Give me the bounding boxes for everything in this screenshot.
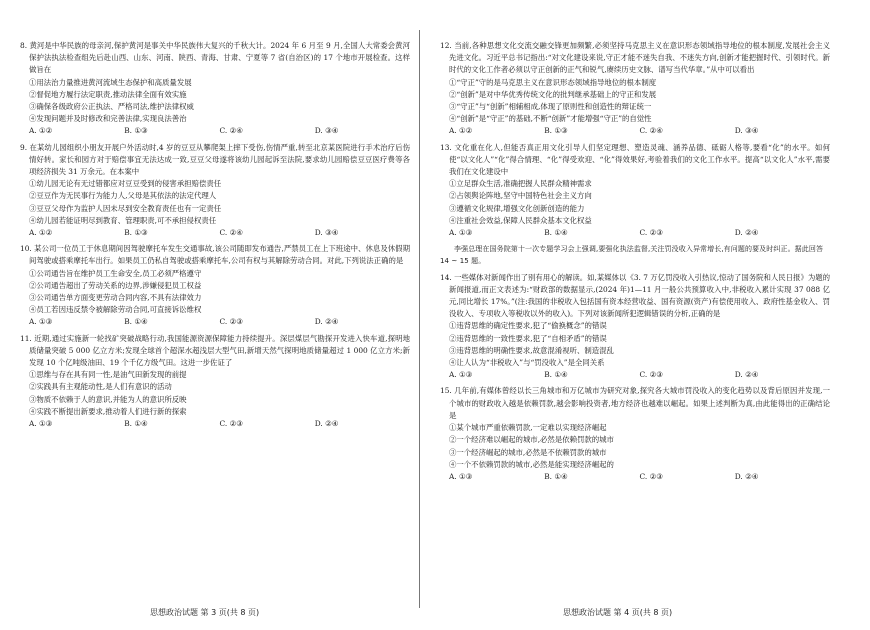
question-14 [440,272,830,382]
choice-d: D. ③④ [314,228,339,238]
option: ②占领舆论阵地,坚守中国特色社会主义方向 [449,191,592,201]
choice-d: D. ③④ [734,126,759,136]
choice-c: C. ②③ [219,317,243,327]
question-12 [440,40,830,138]
question-stem: 9. 在某幼儿园组织小朋友开展户外活动时,4 岁的豆豆从攀爬架上摔下受伤,伤情严重,转至北京某医院进行手术治疗后伤情好转。家长和园方对于赔偿事宜无法达成一致,豆豆父母遂将该幼儿园起诉至法院,要求幼儿园赔偿豆豆医疗费等各项经济损失 31 万余元。在本案中 [20,142,410,177]
answer-choices [440,227,830,239]
answer-choices [440,471,830,483]
choice-b: B. ①④ [124,419,148,429]
option: ②豆豆作为无民事行为能力人,父母是其依法的法定代理人 [29,191,217,201]
choice-d: D. ②④ [734,471,759,481]
question-stem: 12. 当前,各种思想文化交流交融交锋更加频繁,必须坚持马克思主义在意识形态领域指导地位的根本制度,发展社会主义先进文化。习近平总书记指出:“对文化建设来说,守正才能不迷失自我、不迷失方向,创新才能把握时代、引领时代。新时代的文化工作者必须以守正创新的正气和锐气,赓续历史文脉、谱写当代华章。”从中可以看出 [440,41,830,75]
choice-d: D. ②④ [314,317,339,327]
answer-choices [440,369,830,381]
page-divider [419,30,420,608]
option: ④实践不断提出新要求,推动着人们进行新的探索 [29,406,187,416]
choice-d: D. ②④ [734,370,759,380]
answer-choices [20,316,410,328]
choice-b: B. ①③ [124,228,148,238]
choice-c: C. ②③ [639,370,663,380]
option: ①用法治力量推进黄河流域生态保护和高质量发展 [29,77,192,87]
option: ③“守正”与“创新”相辅相成,体现了原则性和创造性的辩证统一 [449,102,652,112]
option: ②违背思维的一致性要求,犯了“自相矛盾”的错误 [449,333,607,343]
question-stem: 14. 一些媒体对新闻作出了别有用心的解读。如,某媒体以《3. 7 万亿罚没收入引热议,惊动了国务院和人民日报》为题的新闻报道,而正文表述为:“财政部的数据显示,(2024 年)1—11 月一般公共预算收入中,非税收入累计实现 37 088 亿元,同比增长 17%。”(注:我国的非税收入包括国有资本经营收益、国有资源(资产)有偿使用收入、政府性基金收入、罚没收入、专项收入等税收以外的收入)。下列对该新闻所犯逻辑错误的分析,正确的是 [440,272,831,319]
choice-b: B. ①④ [124,317,148,327]
question-stem: 11. 近期,通过实施新一轮找矿突破战略行动,我国能源资源保障能力持续提升。深层煤层气勘探开发进入快车道,探明地质储量突破 5 000 亿立方米;发现全球首个超深水超浅层大型气田,新增天然气探明地质储量超过 1 000 亿立方米;新发现 10 个亿吨级油田、19 个千亿方级气田。这进一步佐证了 [20,333,410,368]
option: ①公司通告旨在维护员工生命安全,员工必须严格遵守 [29,268,202,278]
choice-b: B. ①④ [544,471,568,481]
option: ④幼儿园若能证明尽到教育、管理职责,可不承担侵权责任 [29,215,217,225]
option: ④一个不依赖罚款的城市,必然是能实现经济崛起的 [449,459,614,469]
question-stem: 8. 黄河是中华民族的母亲河,保护黄河是事关中华民族伟大复兴的千秋大计。2024 年 6 月至 9 月,全国人大常委会黄河保护法执法检查组先后赴山西、山东、河南、陕西、青海、甘肃、宁夏等 7 省(自治区)的 17 个地市开展检查。这样做旨在 [20,41,410,75]
option: ③物质不依赖于人的意识,并能为人的意识所反映 [29,394,187,404]
option: ③一个经济崛起的城市,必然是不依赖罚款的城市 [449,447,607,457]
option: ②“创新”是对中华优秀传统文化的批判继承基础上的守正和发展 [449,89,657,99]
choice-b: B. ①③ [544,126,568,136]
reading-notice: 李强总理在国务院第十一次专题学习会上强调,要强化执法监督,关注罚没收入异常增长,有问题的要及时纠正。据此回答 14 ~ 15 题。 [440,245,824,266]
answer-choices [20,227,410,239]
page-footer-4: 思想政治试题 第 4 页(共 8 页) [563,608,673,617]
question-10 [20,243,410,328]
option: ①思维与存在具有同一性,是油气田新发现的前提 [29,370,187,380]
choice-b: B. ①④ [544,228,568,238]
choice-a: A. ①③ [449,471,473,481]
option: ②督促地方履行法定职责,推动法律全面有效实施 [29,89,187,99]
choice-a: A. ①③ [29,317,53,327]
option: ③违背思维的明确性要求,故意混淆视听、制造混乱 [449,345,614,355]
option: ①某个城市严重依赖罚款,一定难以实现经济崛起 [449,423,607,433]
choice-a: A. ①③ [449,370,473,380]
choice-b: B. ①③ [124,126,148,136]
choice-a: A. ①② [29,126,53,136]
option: ③遵循文化规律,增强文化创新创造的能力 [449,203,585,213]
option: ①幼儿园无论有无过错都应对豆豆受到的侵害承担赔偿责任 [29,179,222,189]
question-8 [20,40,410,138]
right-page [440,40,830,487]
answer-choices [20,125,410,137]
question-15 [440,385,830,483]
answer-choices [20,418,410,430]
option: ②实践具有主观能动性,是人们有意识的活动 [29,382,172,392]
option: ②公司通告超出了劳动关系的边界,涉嫌侵犯员工权益 [29,280,202,290]
choice-c: C. ②④ [219,228,243,238]
option: ④员工若因违反禁令被解除劳动合同,可直接诉讼维权 [29,305,202,315]
choice-c: C. ②③ [639,228,663,238]
choice-a: A. ①③ [29,419,53,429]
option: ④让人认为“非税收入”与“罚没收入”是全同关系 [449,358,605,368]
choice-c: C. ②③ [219,419,243,429]
question-stem: 13. 文化重在化人,但能否真正用文化引导人们坚定理想、塑造灵魂、涵养品德、砥砺人格等,要看“化”的水平。如何使“以文化人”“化”得合情理、“化”得受欢迎、“化”得效果好,考验着我们的文化工作水平。提高“以文化人”水平,需要我们在文化建设中 [440,142,830,177]
choice-a: A. ①② [449,126,473,136]
option: ②一个经济难以崛起的城市,必然是依赖罚款的城市 [449,435,614,445]
option: ①“守正”守的是马克思主义在意识形态领域指导地位的根本制度 [449,77,657,87]
choice-b: B. ①④ [544,370,568,380]
choice-d: D. ③④ [314,126,339,136]
choice-c: C. ②④ [639,126,663,136]
question-9 [20,142,410,240]
answer-choices [440,125,830,137]
choice-c: C. ②④ [219,126,243,136]
page-footer-3: 思想政治试题 第 3 页(共 8 页) [150,608,260,617]
option: ④发现问题并及时修改和完善法律,实现良法善治 [29,114,187,124]
left-page [20,40,410,434]
choice-a: A. ①② [29,228,53,238]
option: ③公司通告单方面变更劳动合同内容,不具有法律效力 [29,293,202,303]
option: ①违背思维的确定性要求,犯了“偷换概念”的错误 [449,321,607,331]
option: ①立足群众生活,准确把握人民群众精神需求 [449,179,592,189]
option: ④注重社会效益,保障人民群众基本文化权益 [449,215,592,225]
question-11 [20,333,410,431]
choice-d: D. ②④ [314,419,339,429]
option: ③豆豆父母作为监护人因未尽到安全教育责任也有一定责任 [29,203,222,213]
choice-d: D. ②④ [734,228,759,238]
option: ③确保各级政府公正执法、严格司法,维护法律权威 [29,102,194,112]
option: ④“创新”是“守正”的基础,不断“创新”才能增强“守正”的自觉性 [449,114,652,124]
choice-a: A. ①③ [449,228,473,238]
choice-c: C. ②③ [639,471,663,481]
question-13 [440,142,830,240]
question-stem: 15. 几年前,有媒体曾经以长三角城市和万亿城市为研究对象,探究各大城市罚没收入的变化趋势以及背后原因并发现,一个城市的财政收入越是依赖罚款,越会影响投资者,地方经济也越难以崛起。如果上述判断为真,由此能得出的正确结论是 [440,386,830,420]
question-stem: 10. 某公司一位员工于休息期间因驾驶摩托车发生交通事故,该公司随即发布通告,严禁员工在上下班途中、休息及休假期间驾驶或搭乘摩托车出行。如果员工仍私自驾驶或搭乘摩托车,公司有权与其解除劳动合同。对此,下列说法正确的是 [20,244,410,266]
